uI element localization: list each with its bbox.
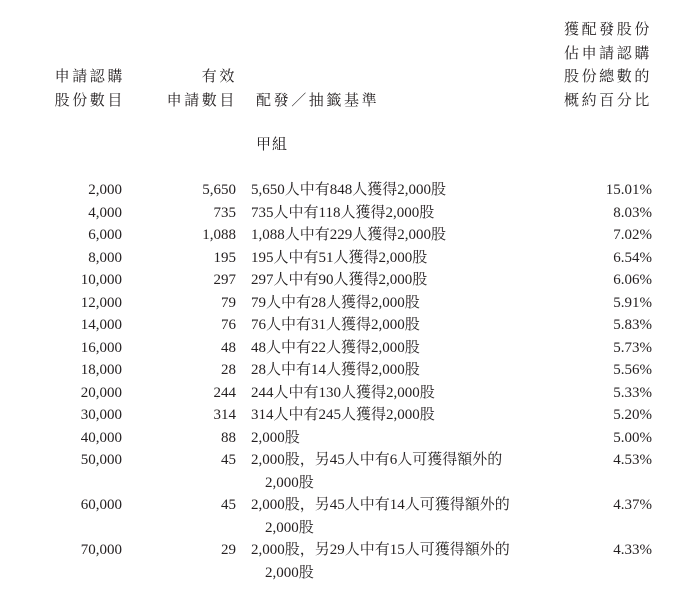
percentage-cell: 5.83%	[613, 317, 652, 333]
allotment-basis-cell	[251, 539, 551, 584]
valid-applications-cell: 45	[221, 497, 236, 513]
valid-applications-cell: 1,088	[202, 227, 236, 243]
allotment-basis-cell	[251, 314, 551, 337]
table-row	[0, 382, 685, 405]
header-text: 有效	[201, 69, 237, 85]
table-row	[0, 494, 685, 539]
shares-applied-cell: 20,000	[80, 384, 122, 401]
allotment-basis-cell	[251, 292, 551, 315]
group-label: 甲組	[256, 137, 289, 153]
percentage-cell: 4.37%	[613, 497, 652, 513]
valid-applications-cell: 314	[213, 407, 236, 423]
allotment-basis-line: 314人中有245人獲得2,000股	[251, 407, 435, 423]
percentage-cell: 5.33%	[613, 384, 652, 401]
table-row	[0, 224, 685, 247]
valid-applications-cell: 79	[221, 294, 236, 311]
valid-applications-cell: 88	[221, 429, 236, 446]
table-row	[0, 292, 685, 315]
shares-applied-cell: 50,000	[80, 452, 122, 468]
shares-applied-cell: 10,000	[80, 272, 122, 288]
allotment-basis-line: 79人中有28人獲得2,000股	[251, 294, 420, 311]
header-valid-applications	[167, 66, 237, 113]
table-row	[0, 449, 685, 494]
table-row	[0, 539, 685, 584]
header-text: 概約百分比	[563, 92, 652, 109]
percentage-cell: 7.02%	[613, 227, 652, 243]
allotment-basis-line: 2,000股	[265, 474, 314, 491]
allotment-basis-cell	[251, 269, 551, 292]
table-row	[0, 404, 685, 427]
table-row	[0, 314, 685, 337]
allotment-table	[0, 179, 685, 584]
shares-applied-cell: 18,000	[80, 362, 122, 378]
allotment-basis-line: 2,000股，另45人中有14人可獲得額外的	[251, 497, 510, 513]
table-row	[0, 427, 685, 450]
shares-applied-cell: 30,000	[80, 407, 122, 423]
allotment-basis-cell	[251, 179, 551, 202]
shares-applied-cell: 8,000	[88, 249, 122, 266]
table-row	[0, 337, 685, 360]
shares-applied-cell: 70,000	[80, 542, 122, 558]
shares-applied-cell: 16,000	[80, 339, 122, 356]
header-shares-applied	[55, 66, 125, 113]
valid-applications-cell: 48	[221, 339, 236, 356]
shares-applied-cell: 4,000	[88, 204, 122, 221]
percentage-cell: 6.06%	[613, 272, 652, 288]
allotment-basis-line: 1,088人中有229人獲得2,000股	[251, 227, 447, 243]
percentage-cell: 8.03%	[613, 204, 652, 221]
table-row	[0, 202, 685, 225]
percentage-cell: 5.73%	[613, 339, 652, 356]
percentage-cell: 5.20%	[613, 407, 652, 423]
header-allotment-basis	[256, 90, 379, 114]
percentage-cell: 5.56%	[613, 362, 652, 378]
valid-applications-cell: 76	[221, 317, 236, 333]
valid-applications-cell: 28	[221, 362, 236, 378]
valid-applications-cell: 45	[221, 452, 236, 468]
header-text: 申請認購	[54, 69, 125, 85]
allotment-basis-cell	[251, 404, 551, 427]
allotment-basis-cell	[251, 337, 551, 360]
allotment-basis-cell	[251, 359, 551, 382]
allotment-basis-cell	[251, 247, 551, 270]
valid-applications-cell: 297	[213, 272, 236, 288]
shares-applied-cell: 6,000	[88, 227, 122, 243]
shares-applied-cell: 14,000	[80, 317, 122, 333]
percentage-cell: 4.33%	[613, 542, 652, 558]
allotment-basis-line: 48人中有22人獲得2,000股	[251, 339, 420, 356]
allotment-basis-cell	[251, 449, 551, 494]
header-text: 申請數目	[166, 92, 237, 109]
allotment-basis-line: 76人中有31人獲得2,000股	[251, 317, 420, 333]
allotment-basis-line: 244人中有130人獲得2,000股	[251, 384, 435, 401]
allotment-basis-line: 2,000股	[251, 429, 300, 446]
valid-applications-cell: 5,650	[202, 182, 236, 198]
percentage-cell: 15.01%	[605, 182, 652, 198]
shares-applied-cell: 2,000	[88, 182, 122, 198]
allotment-basis-line: 5,650人中有848人獲得2,000股	[251, 182, 447, 198]
percentage-cell: 4.53%	[613, 452, 652, 468]
allotment-basis-line: 2,000股，另29人中有15人可獲得額外的	[251, 542, 510, 558]
table-row	[0, 269, 685, 292]
percentage-cell: 5.91%	[613, 294, 652, 311]
table-row	[0, 359, 685, 382]
header-text: 佔申請認購	[563, 45, 652, 62]
valid-applications-cell: 29	[221, 542, 236, 558]
header-text: 獲配發股份	[563, 22, 652, 38]
valid-applications-cell: 244	[213, 384, 236, 401]
percentage-cell: 6.54%	[613, 249, 652, 266]
table-row	[0, 179, 685, 202]
percentage-cell: 5.00%	[613, 429, 652, 446]
allotment-basis-line: 735人中有118人獲得2,000股	[251, 204, 435, 221]
allotment-basis-line: 2,000股，另45人中有6人可獲得額外的	[251, 452, 503, 468]
header-percentage	[564, 19, 652, 113]
header-text: 股份數目	[54, 92, 125, 109]
shares-applied-cell: 12,000	[80, 294, 122, 311]
allotment-basis-cell	[251, 224, 551, 247]
allotment-basis-cell	[251, 382, 551, 405]
shares-applied-cell: 60,000	[80, 497, 122, 513]
allotment-basis-cell	[251, 494, 551, 539]
allotment-basis-cell	[251, 427, 551, 450]
allotment-basis-line: 2,000股	[265, 519, 314, 536]
allotment-basis-line: 28人中有14人獲得2,000股	[251, 362, 420, 378]
header-text: 股份總數的	[563, 69, 652, 85]
shares-applied-cell: 40,000	[80, 429, 122, 446]
valid-applications-cell: 195	[213, 249, 236, 266]
allotment-basis-line: 2,000股	[265, 564, 314, 581]
header-text: 配發／抽籤基準	[256, 93, 380, 109]
valid-applications-cell: 735	[213, 204, 236, 221]
table-row	[0, 247, 685, 270]
allotment-basis-line: 297人中有90人獲得2,000股	[251, 272, 428, 288]
allotment-basis-cell	[251, 202, 551, 225]
allotment-basis-line: 195人中有51人獲得2,000股	[251, 249, 428, 266]
